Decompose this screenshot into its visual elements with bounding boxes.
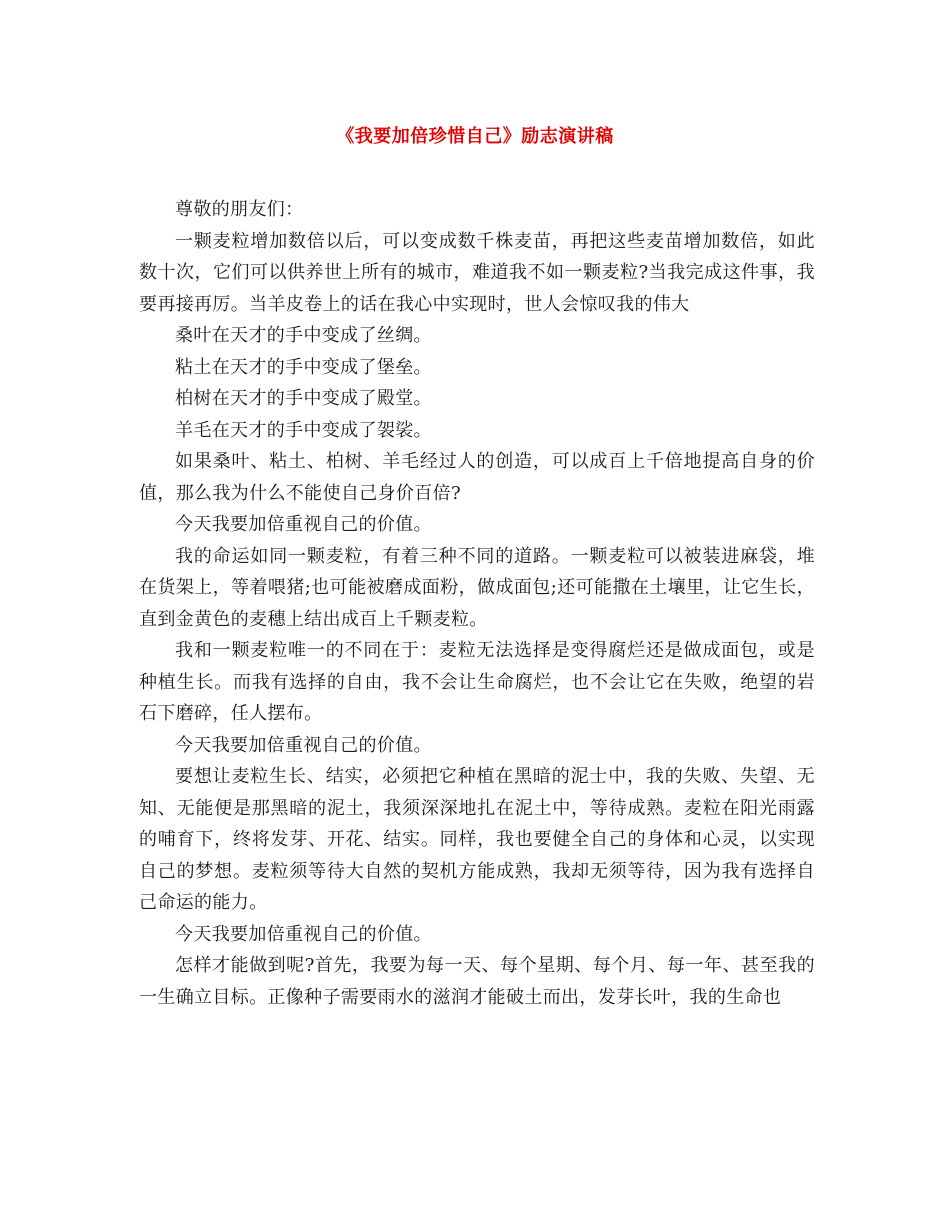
paragraph-salutation: 尊敬的朋友们： [175,199,304,220]
paragraph: 粘土在天才的手中变成了堡垒。 [175,356,432,378]
paragraph: 我的命运如同一颗麦粒，有着三种不同的道路。一颗麦粒可以被装进麻袋，堆在货架上，等着喂猪;也可能被磨成面粉，做成面包;还可能撒在土壤里，让它生长，直到金黄色的麦穗上结出成百上千颗麦粒。 [139,545,815,630]
paragraph: 今天我要加倍重视自己的价值。 [175,734,432,756]
paragraph: 今天我要加倍重视自己的价值。 [175,514,432,535]
paragraph: 羊毛在天才的手中变成了袈裟。 [175,419,432,441]
paragraph: 要想让麦粒生长、结实，必须把它种植在黑暗的泥士中，我的失败、失望、无知、无能便是那黑暗的泥土，我须深深地扎在泥土中，等待成熟。麦粒在阳光雨露的哺育下，终将发芽、开花、结实。同样，我也要健全自己的身体和心灵，以实现自己的梦想。麦粒须等待大自然的契机方能成熟，我却无须等待，因为我有选择自己命运的能力。 [139,766,815,913]
paragraph: 我和一颗麦粒唯一的不同在于：麦粒无法选择是变得腐烂还是做成面包，或是种植生长。而我有选择的自由，我不会让生命腐烂，也不会让它在失败，绝望的岩石下磨碎，任人摆布。 [139,640,815,724]
paragraph: 一颗麦粒增加数倍以后，可以变成数千株麦苗，再把这些麦苗增加数倍，如此数十次，它们可以供养世上所有的城市，难道我不如一颗麦粒?当我完成这件事，我要再接再厉。当羊皮卷上的话在我心中实现时，世人会惊叹我的伟大 [139,230,815,315]
paragraph: 柏树在天才的手中变成了殿堂。 [175,388,432,409]
paragraph: 怎样才能做到呢?首先，我要为每一天、每个星期、每个月、每一年、甚至我的一生确立目标。正像种子需要雨水的滋润才能破土而出，发芽长叶，我的生命也 [139,955,815,1008]
paragraph: 桑叶在天才的手中变成了丝绸。 [175,325,432,346]
paragraph: 今天我要加倍重视自己的价值。 [175,923,432,945]
document-title: 《我要加倍珍惜自己》励志演讲稿 [336,126,614,147]
paragraph: 如果桑叶、粘土、柏树、羊毛经过人的创造，可以成百上千倍地提高自身的价值，那么我为什么不能使自己身价百倍? [139,451,815,504]
document-body [139,194,815,1013]
